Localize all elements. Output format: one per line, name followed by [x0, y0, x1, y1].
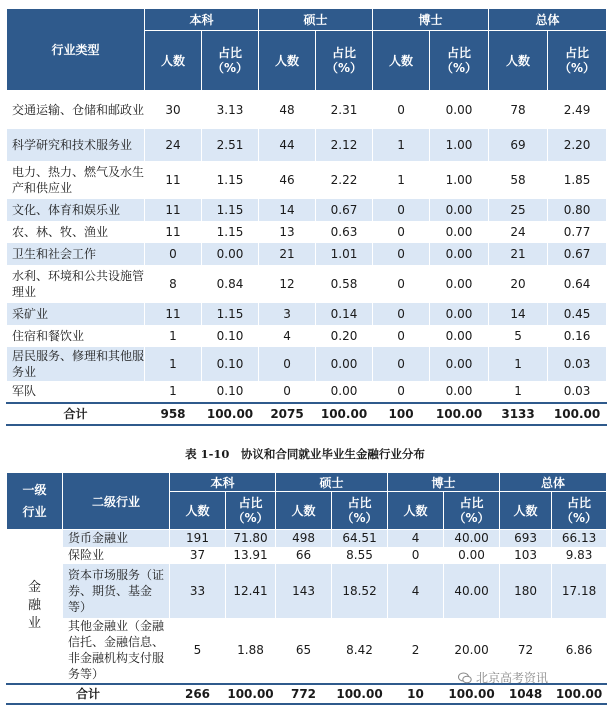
percent-cell: 0.00	[444, 547, 500, 564]
percent-cell: 1.15	[202, 221, 259, 243]
percent-cell: 0.03	[548, 347, 607, 381]
industry-name: 采矿业	[7, 303, 145, 325]
header-percent-label: 占比	[567, 495, 592, 510]
count-cell: 21	[489, 243, 548, 265]
count-cell: 0	[388, 547, 444, 564]
count-cell: 3	[259, 303, 316, 325]
header-group-overall: 总体	[489, 9, 607, 31]
header-percent	[552, 492, 607, 530]
percent-cell: 3.13	[202, 91, 259, 129]
percent-cell: 8.42	[332, 618, 388, 684]
header-percent-unit: （%）	[441, 60, 478, 75]
header-count: 人数	[388, 492, 444, 530]
watermark	[458, 669, 548, 686]
total-count-cell: 772	[276, 684, 332, 704]
percent-cell: 0.00	[430, 221, 489, 243]
count-cell: 1	[145, 381, 202, 403]
count-cell: 48	[259, 91, 316, 129]
table-row	[7, 564, 607, 618]
percent-cell: 0.10	[202, 347, 259, 381]
percent-cell: 12.41	[226, 564, 276, 618]
percent-cell: 0.16	[548, 325, 607, 347]
header2-group-master: 硕士	[276, 473, 388, 492]
total-percent-cell: 100.00	[226, 684, 276, 704]
count-cell: 14	[259, 199, 316, 221]
header-count: 人数	[170, 492, 226, 530]
count-cell: 0	[373, 381, 430, 403]
count-cell: 0	[373, 91, 430, 129]
percent-cell: 2.51	[202, 129, 259, 161]
table-row	[7, 91, 607, 129]
count-cell: 0	[373, 199, 430, 221]
count-cell: 24	[489, 221, 548, 243]
table-row	[7, 243, 607, 265]
industry-name: 住宿和餐饮业	[7, 325, 145, 347]
count-cell: 0	[373, 265, 430, 303]
percent-cell: 0.14	[316, 303, 373, 325]
header-count: 人数	[500, 492, 552, 530]
table-row	[7, 547, 607, 564]
count-cell: 65	[276, 618, 332, 684]
header-percent	[548, 31, 607, 91]
watermark-text: 北京高考资讯	[476, 671, 549, 685]
percent-cell: 8.55	[332, 547, 388, 564]
total-percent-cell: 100.00	[332, 684, 388, 704]
count-cell: 69	[489, 129, 548, 161]
total-percent-cell: 100.00	[548, 403, 607, 425]
count-cell: 0	[145, 243, 202, 265]
percent-cell: 20.00	[444, 618, 500, 684]
level1-label: 金融业	[27, 580, 41, 632]
table-row	[7, 199, 607, 221]
header-percent-label: 占比	[332, 45, 357, 60]
count-cell: 1	[489, 381, 548, 403]
percent-cell: 1.15	[202, 161, 259, 199]
industry-name: 军队	[7, 381, 145, 403]
header-percent-label: 占比	[238, 495, 263, 510]
percent-cell: 0.80	[548, 199, 607, 221]
header-percent	[332, 492, 388, 530]
header-level1	[7, 473, 63, 530]
percent-cell: 2.20	[548, 129, 607, 161]
percent-cell: 6.86	[552, 618, 607, 684]
percent-cell: 0.00	[430, 303, 489, 325]
header2-group-doctor: 博士	[388, 473, 500, 492]
percent-cell: 40.00	[444, 530, 500, 547]
count-cell: 11	[145, 199, 202, 221]
count-cell: 0	[373, 347, 430, 381]
total-label: 合计	[7, 684, 170, 704]
percent-cell: 1.00	[430, 161, 489, 199]
count-cell: 0	[373, 243, 430, 265]
total-label: 合计	[7, 403, 145, 425]
count-cell: 46	[259, 161, 316, 199]
percent-cell: 0.00	[316, 381, 373, 403]
industry-distribution-table	[6, 8, 607, 426]
header-percent-label: 占比	[459, 495, 484, 510]
percent-cell: 0.67	[316, 199, 373, 221]
percent-cell: 0.00	[316, 347, 373, 381]
percent-cell: 13.91	[226, 547, 276, 564]
count-cell: 5	[170, 618, 226, 684]
header2-group-bachelor: 本科	[170, 473, 276, 492]
count-cell: 30	[145, 91, 202, 129]
header-percent-unit: （%）	[232, 510, 269, 525]
count-cell: 0	[373, 325, 430, 347]
count-cell: 1	[373, 129, 430, 161]
count-cell: 180	[500, 564, 552, 618]
industry-name: 交通运输、仓储和邮政业	[7, 91, 145, 129]
table-row	[7, 347, 607, 381]
header-percent-unit: （%）	[453, 510, 490, 525]
table-caption: 表 1-10 协议和合同就业毕业生金融行业分布	[185, 447, 425, 461]
percent-cell: 0.00	[202, 243, 259, 265]
total-count-cell: 958	[145, 403, 202, 425]
count-cell: 0	[373, 303, 430, 325]
percent-cell: 9.83	[552, 547, 607, 564]
count-cell: 1	[489, 347, 548, 381]
percent-cell: 0.45	[548, 303, 607, 325]
header-percent	[202, 31, 259, 91]
percent-cell: 2.22	[316, 161, 373, 199]
percent-cell: 0.10	[202, 381, 259, 403]
count-cell: 2	[388, 618, 444, 684]
count-cell: 693	[500, 530, 552, 547]
count-cell: 44	[259, 129, 316, 161]
header-level2: 二级行业	[63, 473, 170, 530]
table-row	[7, 265, 607, 303]
header2-group-overall: 总体	[500, 473, 607, 492]
header-percent-unit: （%）	[211, 60, 249, 75]
percent-cell: 17.18	[552, 564, 607, 618]
total-row	[7, 684, 607, 704]
count-cell: 103	[500, 547, 552, 564]
percent-cell: 0.58	[316, 265, 373, 303]
header-percent-label: 占比	[565, 45, 590, 60]
percent-cell: 0.00	[430, 91, 489, 129]
total-row	[7, 403, 607, 425]
percent-cell: 0.00	[430, 265, 489, 303]
count-cell: 66	[276, 547, 332, 564]
header-percent-unit: （%）	[561, 510, 598, 525]
percent-cell: 1.00	[430, 129, 489, 161]
count-cell: 25	[489, 199, 548, 221]
header-percent	[430, 31, 489, 91]
header-industry-type: 行业类型	[7, 9, 145, 91]
total-percent-cell: 100.00	[444, 684, 500, 704]
count-cell: 11	[145, 161, 202, 199]
count-cell: 37	[170, 547, 226, 564]
subindustry-name: 保险业	[63, 547, 170, 564]
percent-cell: 1.01	[316, 243, 373, 265]
level1-industry	[7, 530, 63, 684]
header-percent-label: 占比	[347, 495, 372, 510]
percent-cell: 64.51	[332, 530, 388, 547]
percent-cell: 2.12	[316, 129, 373, 161]
percent-cell: 0.64	[548, 265, 607, 303]
count-cell: 58	[489, 161, 548, 199]
percent-cell: 0.00	[430, 243, 489, 265]
header-group-master: 硕士	[259, 9, 373, 31]
table-row	[7, 221, 607, 243]
header-group-doctor: 博士	[373, 9, 489, 31]
industry-name: 水利、环境和公共设施管理业	[7, 265, 145, 303]
header-count: 人数	[276, 492, 332, 530]
count-cell: 1	[145, 325, 202, 347]
count-cell: 78	[489, 91, 548, 129]
subindustry-name: 其他金融业（金融信托、金融信息、非金融机构支付服务等）	[63, 618, 170, 684]
percent-cell: 18.52	[332, 564, 388, 618]
percent-cell: 40.00	[444, 564, 500, 618]
percent-cell: 71.80	[226, 530, 276, 547]
count-cell: 33	[170, 564, 226, 618]
table-row	[7, 381, 607, 403]
percent-cell: 1.15	[202, 303, 259, 325]
percent-cell: 0.10	[202, 325, 259, 347]
header-count: 人数	[489, 31, 548, 91]
industry-name: 电力、热力、燃气及水生产和供应业	[7, 161, 145, 199]
percent-cell: 66.13	[552, 530, 607, 547]
header-percent-unit: （%）	[326, 60, 363, 75]
count-cell: 11	[145, 221, 202, 243]
header-group-bachelor: 本科	[145, 9, 259, 31]
count-cell: 4	[388, 530, 444, 547]
header-level1-line2: 行业	[22, 505, 47, 519]
percent-cell: 0.00	[430, 381, 489, 403]
percent-cell: 2.31	[316, 91, 373, 129]
count-cell: 21	[259, 243, 316, 265]
count-cell: 14	[489, 303, 548, 325]
header-percent	[316, 31, 373, 91]
count-cell: 191	[170, 530, 226, 547]
subindustry-name: 资本市场服务（证券、期货、基金等）	[63, 564, 170, 618]
count-cell: 8	[145, 265, 202, 303]
count-cell: 1	[145, 347, 202, 381]
count-cell: 143	[276, 564, 332, 618]
count-cell: 24	[145, 129, 202, 161]
percent-cell: 2.49	[548, 91, 607, 129]
table-row	[7, 303, 607, 325]
count-cell: 4	[388, 564, 444, 618]
total-percent-cell: 100.00	[202, 403, 259, 425]
industry-name: 农、林、牧、渔业	[7, 221, 145, 243]
total-count-cell: 100	[373, 403, 430, 425]
count-cell: 72	[500, 618, 552, 684]
percent-cell: 0.00	[430, 347, 489, 381]
percent-cell: 0.03	[548, 381, 607, 403]
count-cell: 20	[489, 265, 548, 303]
subindustry-name: 货币金融业	[63, 530, 170, 547]
total-count-cell: 2075	[259, 403, 316, 425]
percent-cell: 0.00	[430, 325, 489, 347]
count-cell: 4	[259, 325, 316, 347]
total-count-cell: 266	[170, 684, 226, 704]
count-cell: 498	[276, 530, 332, 547]
total-count-cell: 1048	[500, 684, 552, 704]
header-percent	[226, 492, 276, 530]
percent-cell: 1.88	[226, 618, 276, 684]
industry-name: 文化、体育和娱乐业	[7, 199, 145, 221]
percent-cell: 0.00	[430, 199, 489, 221]
total-percent-cell: 100.00	[316, 403, 373, 425]
percent-cell: 0.63	[316, 221, 373, 243]
industry-name: 科学研究和技术服务业	[7, 129, 145, 161]
wechat-icon	[458, 671, 472, 685]
header-percent-label: 占比	[447, 45, 472, 60]
percent-cell: 0.84	[202, 265, 259, 303]
percent-cell: 1.85	[548, 161, 607, 199]
total-percent-cell: 100.00	[552, 684, 607, 704]
percent-cell: 1.15	[202, 199, 259, 221]
table-row	[7, 161, 607, 199]
header-percent-label: 占比	[218, 45, 243, 60]
header-count: 人数	[373, 31, 430, 91]
total-count-cell: 10	[388, 684, 444, 704]
header-count: 人数	[145, 31, 202, 91]
percent-cell: 0.77	[548, 221, 607, 243]
table-row	[7, 129, 607, 161]
header-percent	[444, 492, 500, 530]
count-cell: 0	[373, 221, 430, 243]
count-cell: 11	[145, 303, 202, 325]
total-count-cell: 3133	[489, 403, 548, 425]
header-percent-unit: （%）	[341, 510, 378, 525]
count-cell: 0	[259, 381, 316, 403]
header-level1-line1: 一级	[22, 483, 47, 497]
percent-cell: 0.67	[548, 243, 607, 265]
table-row	[7, 325, 607, 347]
percent-cell: 0.20	[316, 325, 373, 347]
header-count: 人数	[259, 31, 316, 91]
count-cell: 0	[259, 347, 316, 381]
count-cell: 12	[259, 265, 316, 303]
industry-name: 卫生和社会工作	[7, 243, 145, 265]
header-percent-unit: （%）	[559, 60, 596, 75]
industry-name: 居民服务、修理和其他服务业	[7, 347, 145, 381]
table-row	[7, 530, 607, 547]
count-cell: 13	[259, 221, 316, 243]
total-percent-cell: 100.00	[430, 403, 489, 425]
count-cell: 5	[489, 325, 548, 347]
count-cell: 1	[373, 161, 430, 199]
